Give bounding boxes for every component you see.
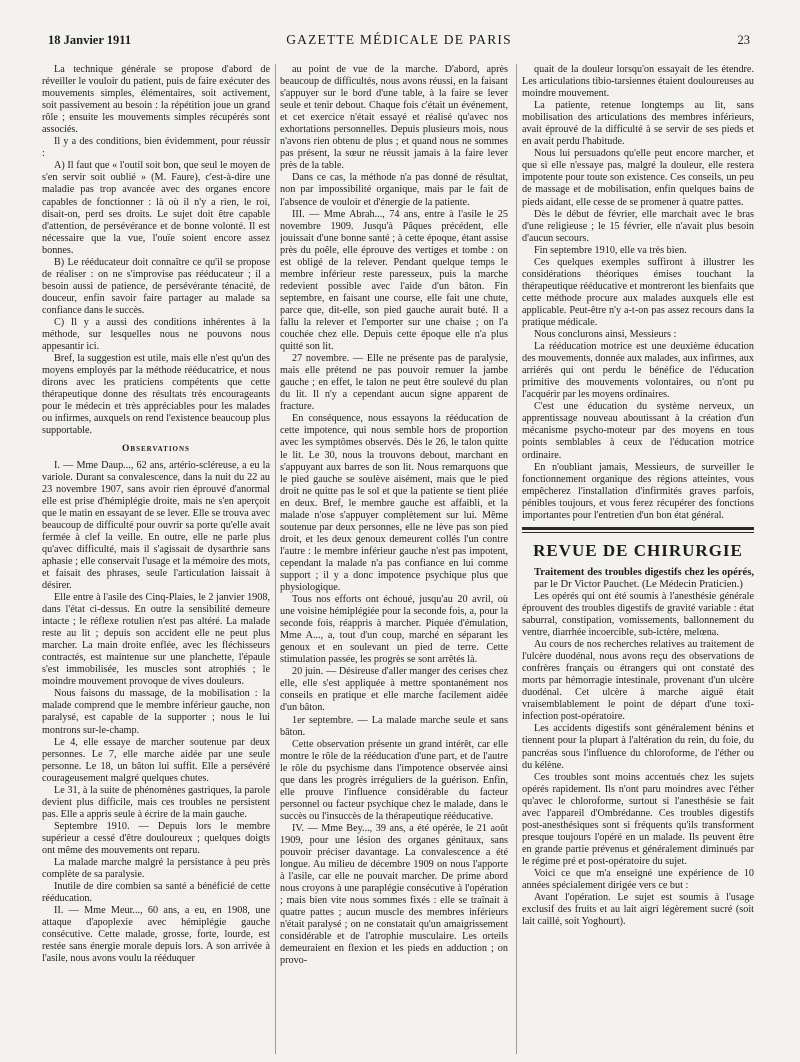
paragraph: Fin septembre 1910, elle va très bien. — [534, 244, 687, 256]
paragraph: Ces troubles sont moins accentués chez les sujets opérés rapidement. Ils n'ont paru moindres avec l'éther qu'avec le chloroforme, surtout si l'anesthésie se fait avec l'appareil d'Ombrédanne. Ces troubles digestifs post-anesthésiques sont si fréquents qu'ils transforment presque toujours l'opéré en un malade. Ils peuvent être en grande partie prévenus et généralement diminués par le régime pré et post-opératoire du sujet. — [522, 771, 754, 867]
paragraph: Il y a des conditions, bien évidemment, pour réussir : — [42, 136, 270, 160]
paragraph: Nous lui persuadons qu'elle peut encore marcher, et que si elle n'essaye pas, malgré la douleur, elle restera impotente pour toute son existence. Ces conseils, un peu de massage et de mobilisation, enfin quelques bains de pieds aidant, elle cesse de se promener à quatre pattes. — [522, 148, 754, 208]
paragraph: Bref, la suggestion est utile, mais elle n'est qu'un des moyens employés par la méthode rééducatrice, et nous dirons avec les praticiens compétents que cette thérapeutique donne des résultats très encourageants pour le médecin et très appréciables pour les malades ou infirmes, auxquels on rend l'existence beaucoup plus supportable. — [42, 353, 270, 437]
column-left — [42, 64, 270, 1054]
paragraph: En n'oubliant jamais, Messieurs, de surveiller le fonctionnement organique des régions atteintes, vous empêcherez l'installation d'infirmités graves parfois, pénibles toujours, et vous ferez récupérer des fonctions importantes pour l'entretien d'un bon état général. — [522, 461, 754, 521]
column-rule — [275, 64, 276, 1054]
paragraph: III. — Mme Abrah..., 74 ans, entre à l'asile le 25 novembre 1909. Jusqu'à Pâques précédent, elle jouissait d'une bonne santé ; à cette époque, étant assise près du poêle, elle éprouve des vertiges et tombe : on est obligé de la relever. Pendant quelque temps le membre inférieur reste paresseux, puis la marche redevient possible avec l'aide d'un bâton. Fin septembre, en faisant une course, elle fait une chute, parce que, dit-elle, son pied gauche aurait buté. Il a fallu la relever et l'emporter sur une chaise ; on l'a couchée chez elle. Depuis cette époque elle n'a plus quitté son lit. — [280, 208, 508, 353]
paragraph: Inutile de dire combien sa santé a bénéficié de cette rééducation. — [42, 881, 270, 905]
journal-title: GAZETTE MÉDICALE DE PARIS — [286, 32, 512, 47]
paragraph: La patiente, retenue longtemps au lit, sans mobilisation des articulations des membres inférieurs, avait éprouvé de la difficulté à se servir de ses pieds et en avait perdu l'habitude. — [522, 100, 754, 148]
paragraph: Au cours de nos recherches relatives au traitement de l'ulcère duodénal, nous avons reçu des observations de confrères français ou étrangers qui ont constaté des morts par hémorragie intestinale, provenant d'un ulcère duodénal. Cet ulcère à marche aiguë était vraisemblablement le point de départ d'une toxi-infection post-opératoire. — [522, 639, 754, 723]
paragraph: Ces quelques exemples suffiront à illustrer les considérations théoriques émises touchant la thérapeutique rééducative et montreront les bienfaits que cette méthode procure aux malades auxquels elle est applicable. Peut-être n'y a-t-on pas assez recours dans la pratique médicale. — [522, 256, 754, 328]
paragraph: 1er septembre. — La malade marche seule et sans bâton. — [280, 714, 508, 738]
paragraph: En conséquence, nous essayons la rééducation de cette impotence, qui nous semble hors de proportion avec les symptômes observés. Dès le 26, le talon quitte le lit. Le 30, nous la trouvons debout, marchant en s'appuyant aux barres de son lit. Nous remarquons que le pied gauche se soulève aisément, mais que le pied droit ne quitte pas le sol et que la patiente se tient pliée en deux. Bref, le membre gauche est affaibli, et la malade n'ose s'appuyer complètement sur lui. Même soutenue par deux personnes, elle ne lève pas son pied droit, et les deux genoux demeurent collés l'un contre l'autre : le membre inférieur gauche n'est pas impotent, cependant la malade n'a pas confiance en lui comme support ; il y a donc impotence psychique plus que physiologique. — [280, 413, 508, 594]
section-rule — [522, 532, 754, 533]
paragraph: Nous conclurons ainsi, Messieurs : — [534, 329, 677, 341]
issue-date: 18 Janvier 1911 — [48, 33, 132, 47]
page-header — [48, 30, 750, 52]
paragraph: Elle entre à l'asile des Cinq-Plaies, le 2 janvier 1908, dans l'état ci-dessus. En outre la sensibilité demeure intacte ; le réflexe rotulien n'est pas altéré. La malade reste au lit ; depuis son accident elle ne peut plus marcher. La main droite enflée, avec les fléchisseurs contractés, est maintenue sur une planchette, l'épaule s'est immobilisée, les muscles sont atrophiés ; le moindre mouvement provoque de vives douleurs. — [42, 592, 270, 688]
paragraph: Avant l'opération. Le sujet est soumis à l'usage exclusif des fruits et au lait aigri légèrement sucré (soit lait caillé, soit Yoghourt). — [522, 892, 754, 928]
paragraph: La malade marche malgré la persistance à peu près complète de sa paralysie. — [42, 857, 270, 881]
paragraph: Voici ce que m'a enseigné une expérience de 10 années spécialement dirigée vers ce but : — [522, 868, 754, 892]
paragraph: A) Il faut que « l'outil soit bon, que seul le moyen de s'en servir soit oublié » (M. Faure), c'est-à-dire une maladie pas trop avancée avec des organes encore capables de fonctionner : là où il n'y a rien, le roi, disait-on, perd ses droits. Le sujet doit être capable d'attention, de persévérance et de bonne volonté. Il est nécessaire que la vue, l'ouïe soient encore assez bonnes. — [42, 160, 270, 256]
paragraph: quait de la douleur lorsqu'on essayait de les étendre. Les articulations tibio-tarsiennes étaient douloureuses au moindre mouvement. — [522, 64, 754, 100]
article-title — [534, 567, 754, 591]
paragraph: 27 novembre. — Elle ne présente pas de paralysie, mais elle prétend ne pas pouvoir remuer la jambe gauche ; en effet, le talon ne peut être soulevé du plan du lit. Il n'y a cependant aucun signe apparent de fracture. — [280, 353, 508, 413]
section-rule — [522, 527, 754, 530]
page-number: 23 — [737, 33, 750, 47]
paragraph: La rééducation motrice est une deuxième éducation des mouvements, donnée aux malades, aux infirmes, aux arriérés qui ont perdu le bénéfice de l'éducation primitive des mouvements volontaires, ou n'ont pu l'acquérir par les moyens ordinaires. — [522, 341, 754, 401]
paragraph: B) Le rééducateur doit connaître ce qu'il se propose de réaliser : on ne s'improvise pas rééducateur ; il a besoin aussi de patience, de persévérante ténacité, de douceur, enfin savoir faire partager au malade sa confiance dans le succès. — [42, 256, 270, 316]
paragraph: Dans ce cas, la méthode n'a pas donné de résultat, non par impossibilité organique, mais par le fait de l'absence de vouloir et d'énergie de la patiente. — [280, 172, 508, 208]
observations-heading: Observations — [122, 444, 190, 455]
paragraph: Le 31, à la suite de phénomènes gastriques, la parole devient plus difficile, mais ces troubles ne persistent pas. Elle a appris seule à écrire de la main gauche. — [42, 784, 270, 820]
paragraph: Cette observation présente un grand intérêt, car elle montre le rôle de la rééducation d'une part, et de l'autre le rôle du psychisme dans l'impotence observée ainsi que dans les progrès irréguliers de la guérison. Enfin, elle prouve l'influence considérable du facteur personnel ou facteur psychique chez le malade, dans le succès ou l'insuccès de la thérapeutique rééducative. — [280, 738, 508, 822]
paragraph: C'est une éducation du système nerveux, un apprentissage nouveau aboutissant à la création d'un mécanisme psycho-moteur par des moyens en tous points semblables à ceux de l'éducation motrice ordinaire. — [522, 401, 754, 461]
paragraph: IV. — Mme Bey..., 39 ans, a été opérée, le 21 août 1909, pour une lésion des organes génitaux, sans pouvoir préciser davantage. La convalescence a été longue. Au milieu de décembre 1909 on nous l'apporte à l'asile, car elle ne pouvait marcher. De prime abord nous croyons à une paraplégie consécutive à l'opération ; mais bien vite nous sommes fixés : elle se traînait à quatre pattes ; aucun muscle des membres inférieurs n'était paralysé ; on ne constatait qu'un amaigrissement considérable et de l'atrophie musculaire. Les orteils demeuraient en flexion et les pieds en adduction ; on provo- — [280, 822, 508, 967]
column-rule — [516, 64, 517, 1054]
paragraph: Dès le début de février, elle marchait avec le bras d'une religieuse ; le 15 février, elle n'avait plus besoin d'aucun secours. — [522, 208, 754, 244]
paragraph: Tous nos efforts ont échoué, jusqu'au 20 avril, où une voisine hémiplégiée pour la seconde fois, a, pour la seconde fois, réappris à marcher. Piquée d'émulation, Mme A..., a, tout d'un coup, marché en séparant les genoux et en soulevant un pied de terre. Cette stimulation passée, les progrès se sont arrêtés là. — [280, 594, 508, 666]
paragraph: Les opérés qui ont été soumis à l'anesthésie générale éprouvent des troubles digestifs de gravité variable : état saburral, constipation, vomissements, ballonnement du ventre, diarrhée incoercible, sub-ictère, melœna. — [522, 590, 754, 639]
paragraph: C) Il y a aussi des conditions inhérentes à la méthode, sur lesquelles nous ne pouvons nous appesantir ici. — [42, 316, 270, 353]
paragraph: Nous faisons du massage, de la mobilisation : la malade comprend que le membre inférieur gauche, non paralysé, est capable de la supporter ; nous le lui montrons sur-le-champ. — [42, 688, 270, 736]
paragraph: Les accidents digestifs sont généralement bénins et tiennent pour la plupart à l'altération du rein, du foie, du pancréas sous l'influence du chloroforme, de l'éther ou du kélène. — [522, 723, 754, 771]
paragraph: au point de vue de la marche. D'abord, après beaucoup de difficultés, nous avons réussi, en la faisant s'appuyer sur le bord d'une table, à la faire se lever seule et tenir debout. Chaque fois c'était un événement, et cet exercice n'était essayé et réalisé qu'avec nos exhortations personnelles. Depuis plusieurs mois, nous n'avons rien obtenu de plus ; et quand nous ne sommes pas présent, la sœur ne réussit jamais à la faire lever près de la table. — [280, 64, 508, 172]
column-middle — [280, 64, 508, 1054]
paragraph: II. — Mme Meur..., 60 ans, a eu, en 1908, une attaque d'apoplexie avec hémiplégie gauche consécutive. Cette malade, grosse, forte, lourde, est restée sans énergie morale depuis lors. A son arrivée à l'asile, nous avons voulu la rééduquer — [42, 905, 270, 965]
paragraph: 20 juin. — Désireuse d'aller manger des cerises chez elle, elle s'est appliquée à mettre spontanément nos conseils en pratique et elle marche facilement aidée d'un bâton. — [280, 666, 508, 714]
section-title: REVUE DE CHIRURGIE — [533, 540, 743, 560]
paragraph: Le 4, elle essaye de marcher soutenue par deux personnes. Le 7, elle marche aidée par une seule personne. Le 18, un bâton lui suffit. Elle a persévéré courageusement malgré quelques chutes. — [42, 736, 270, 784]
article-heading: Traitement des troubles digestifs chez les opérés, — [534, 566, 754, 578]
column-right — [522, 64, 754, 1054]
paragraph: La technique générale se propose d'abord de réveiller le vouloir du patient, puis de faire exécuter des mouvements simples, élémentaires, soit activement, soit passivement au besoin : la répétition joue un grand rôle ; ensuite les mouvements simples récupérés sont associés. — [42, 64, 270, 136]
paragraph: I. — Mme Daup..., 62 ans, artério-scléreuse, a eu la variole. Durant sa convalescence, dans la nuit du 22 au 23 novembre 1907, sans avoir rien éprouvé d'anormal elle est prise d'hémiplégie droite, mais ne s'en aperçoit que le matin en essayant de se lever. Elle se trouva avec beaucoup de difficulté pour ouvrir sa porte qu'elle avait fermée à clef la veille. En outre, elle ne parle plus qu'avec difficulté, mais il s'agissait de dysarthrie sans aphasie ; elle conservait l'usage et la mémoire des mots, et faisait des phrases, seule l'articulation laissait à désirer. — [42, 459, 270, 591]
article-byline: par le Dr Victor Pauchet. (Le Médecin Praticien.) — [534, 578, 743, 590]
paragraph: Septembre 1910. — Depuis lors le membre supérieur a cessé d'être douloureux ; quelques doigts ont même des mouvements ont reparu. — [42, 820, 270, 856]
